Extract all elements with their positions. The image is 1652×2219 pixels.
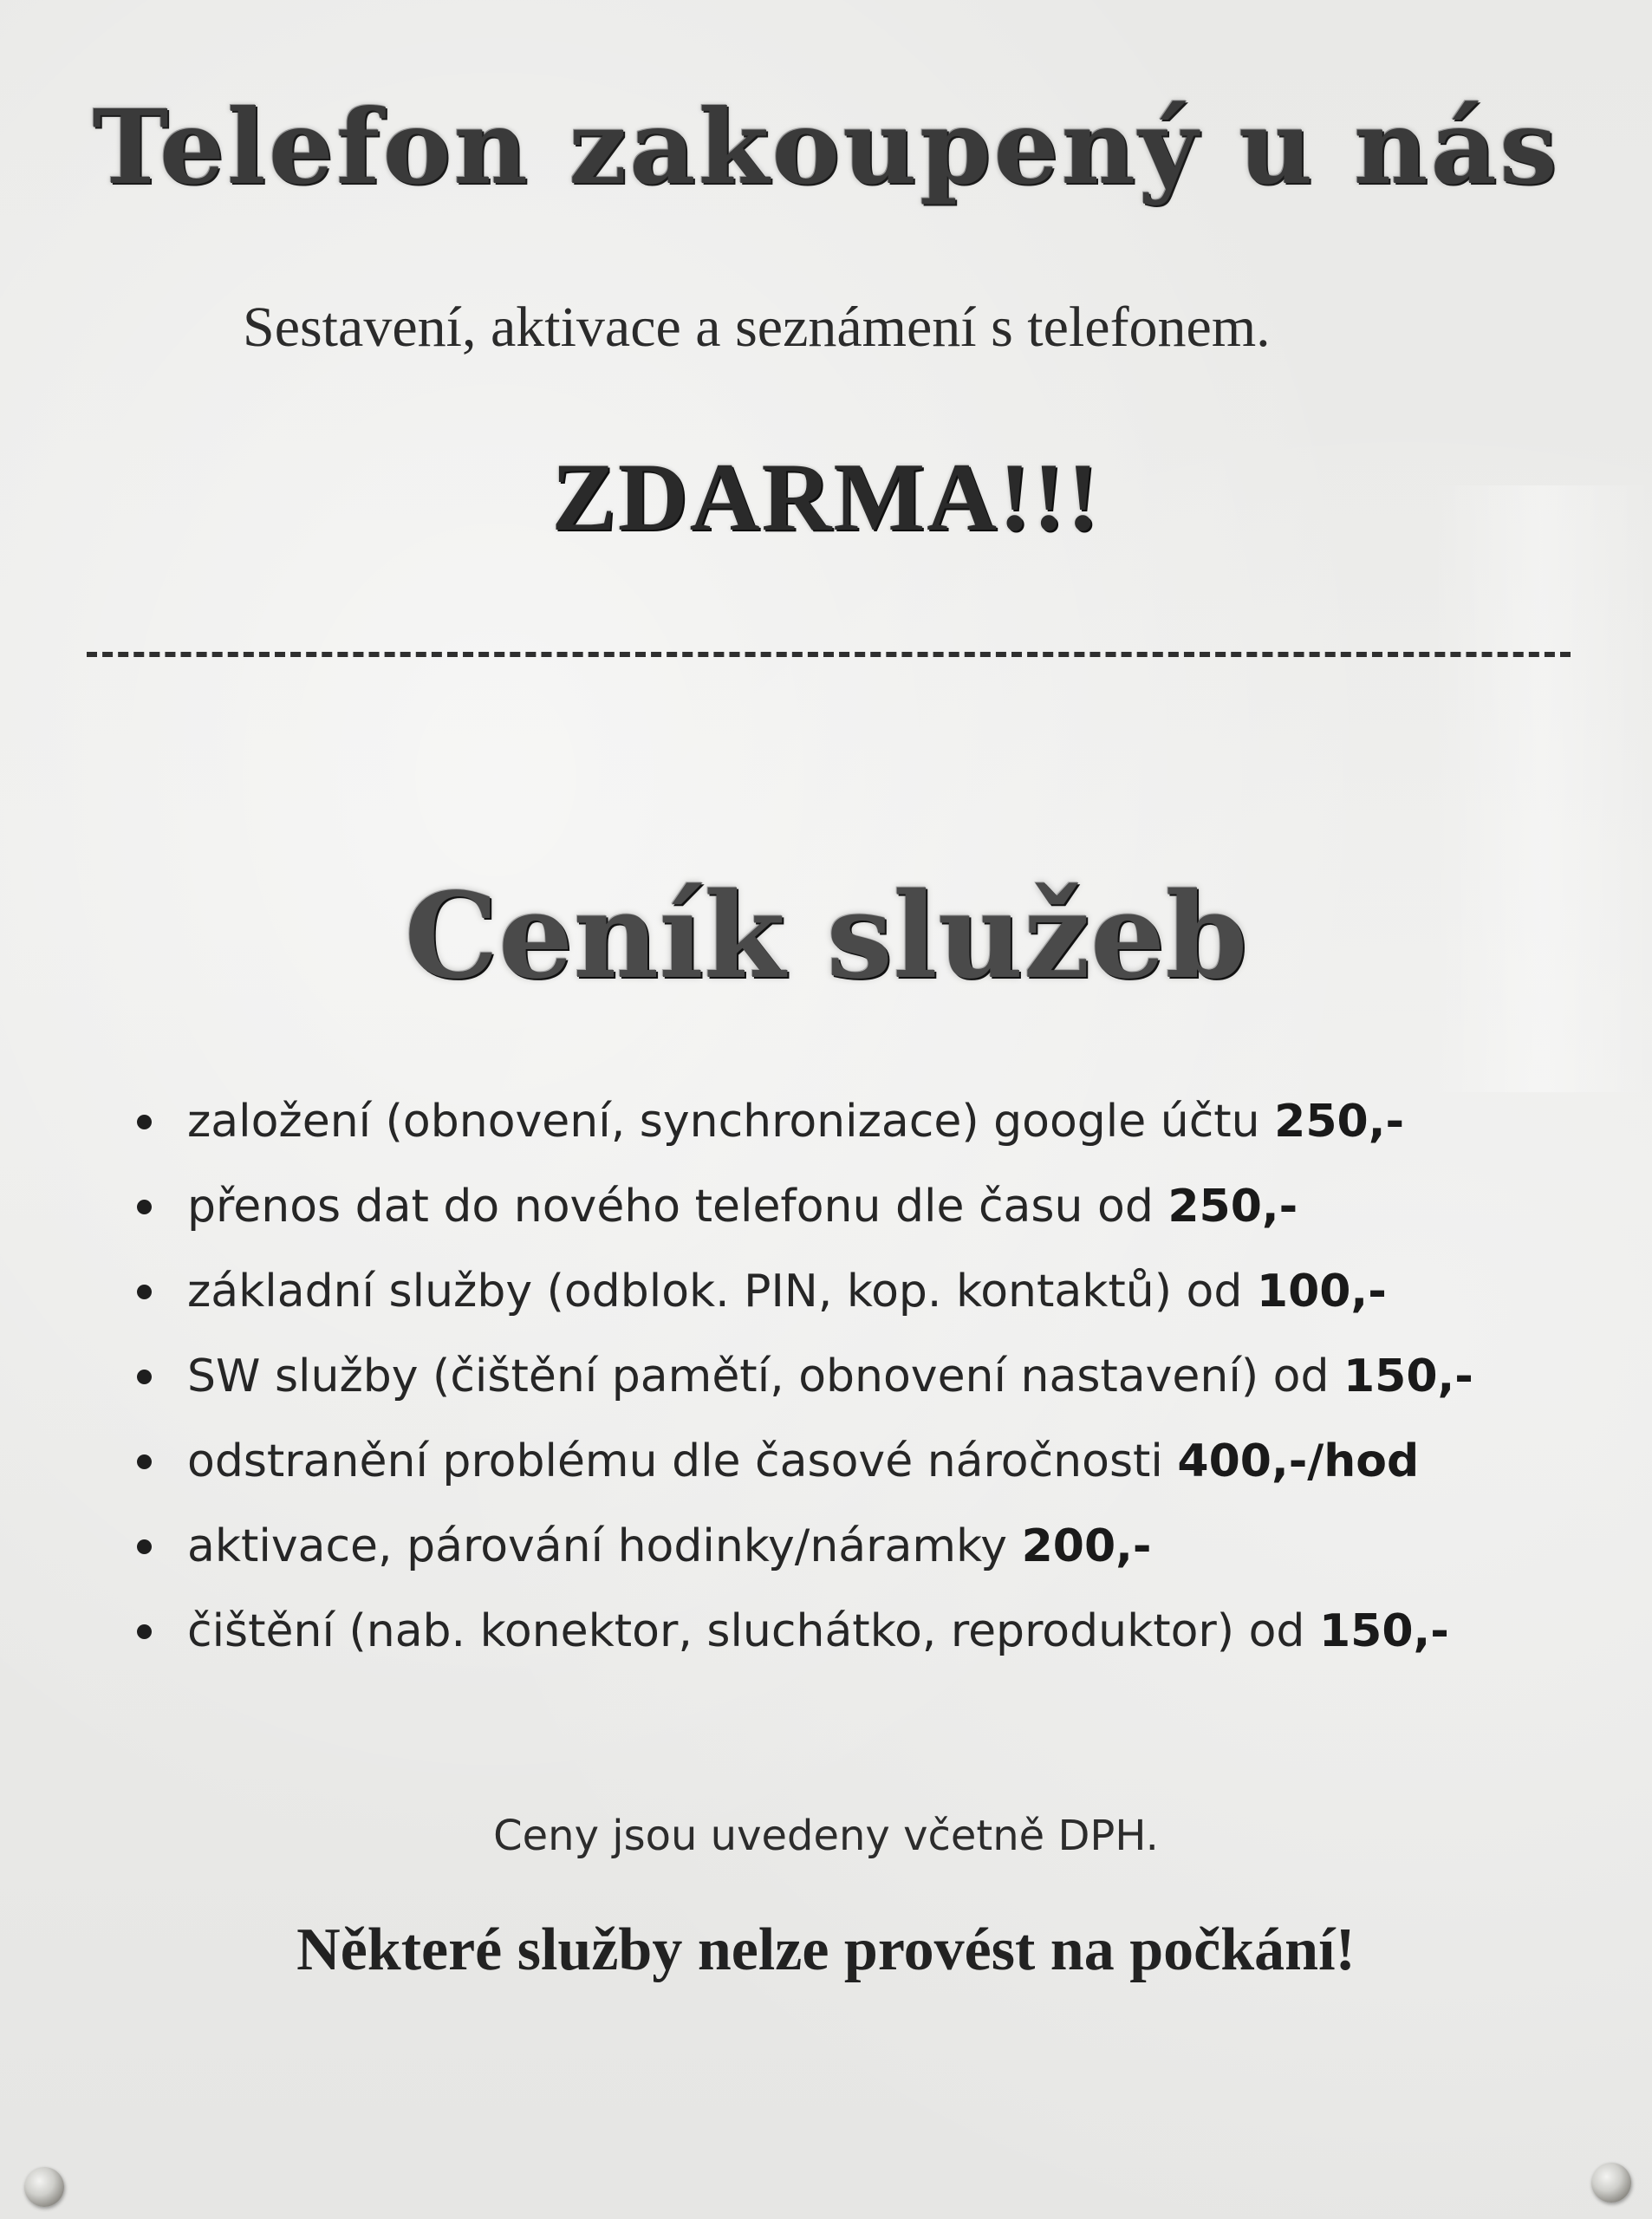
service-price: 200,- [1021,1520,1152,1572]
service-text: založení (obnovení, synchronizace) google účtu [187,1096,1275,1148]
pricelist-title: Ceník služeb [404,867,1248,1005]
service-text: odstranění problému dle časové náročnosti [187,1435,1178,1487]
service-text: přenos dat do nového telefonu dle času od [187,1181,1168,1233]
service-price: 150,- [1343,1350,1473,1402]
service-text: čištění (nab. konektor, sluchátko, reproduktor) od [187,1605,1319,1657]
warning-note: Některé služby nelze provést na počkání! [296,1916,1356,1983]
service-price: 150,- [1318,1605,1449,1657]
list-item [130,1504,1603,1589]
service-price: 400,-/hod [1177,1435,1420,1487]
bullet-icon [137,1539,152,1554]
service-text: SW služby (čištění pamětí, obnovení nastavení) od [187,1350,1343,1402]
service-text: základní služby (odblok. PIN, kop. kontaktů) od [187,1266,1257,1318]
screw-cap-icon [24,2167,64,2207]
vat-note: Ceny jsou uvedeny včetně DPH. [493,1812,1159,1860]
list-item [130,1164,1603,1249]
sign-title: Telefon zakoupený u nás [92,87,1560,207]
service-price: 250,- [1167,1181,1298,1233]
bullet-icon [137,1285,152,1299]
service-text: aktivace, párování hodinky/náramky [187,1520,1022,1572]
bullet-icon [137,1624,152,1639]
list-item [130,1079,1603,1164]
bullet-icon [137,1115,152,1129]
list-item [130,1589,1603,1674]
list-item [130,1419,1603,1504]
bullet-icon [137,1454,152,1469]
bullet-icon [137,1370,152,1384]
service-price: 250,- [1274,1096,1405,1148]
screw-cap-icon [1591,2163,1631,2203]
service-list [130,1079,1603,1674]
bullet-icon [137,1200,152,1214]
list-item [130,1249,1603,1334]
list-item [130,1334,1603,1419]
free-label: ZDARMA!!! [551,444,1101,551]
service-price: 100,- [1256,1266,1387,1318]
dashed-divider [87,652,1571,657]
sign-subtitle: Sestavení, aktivace a seznámení s telefonem. [243,296,1271,359]
